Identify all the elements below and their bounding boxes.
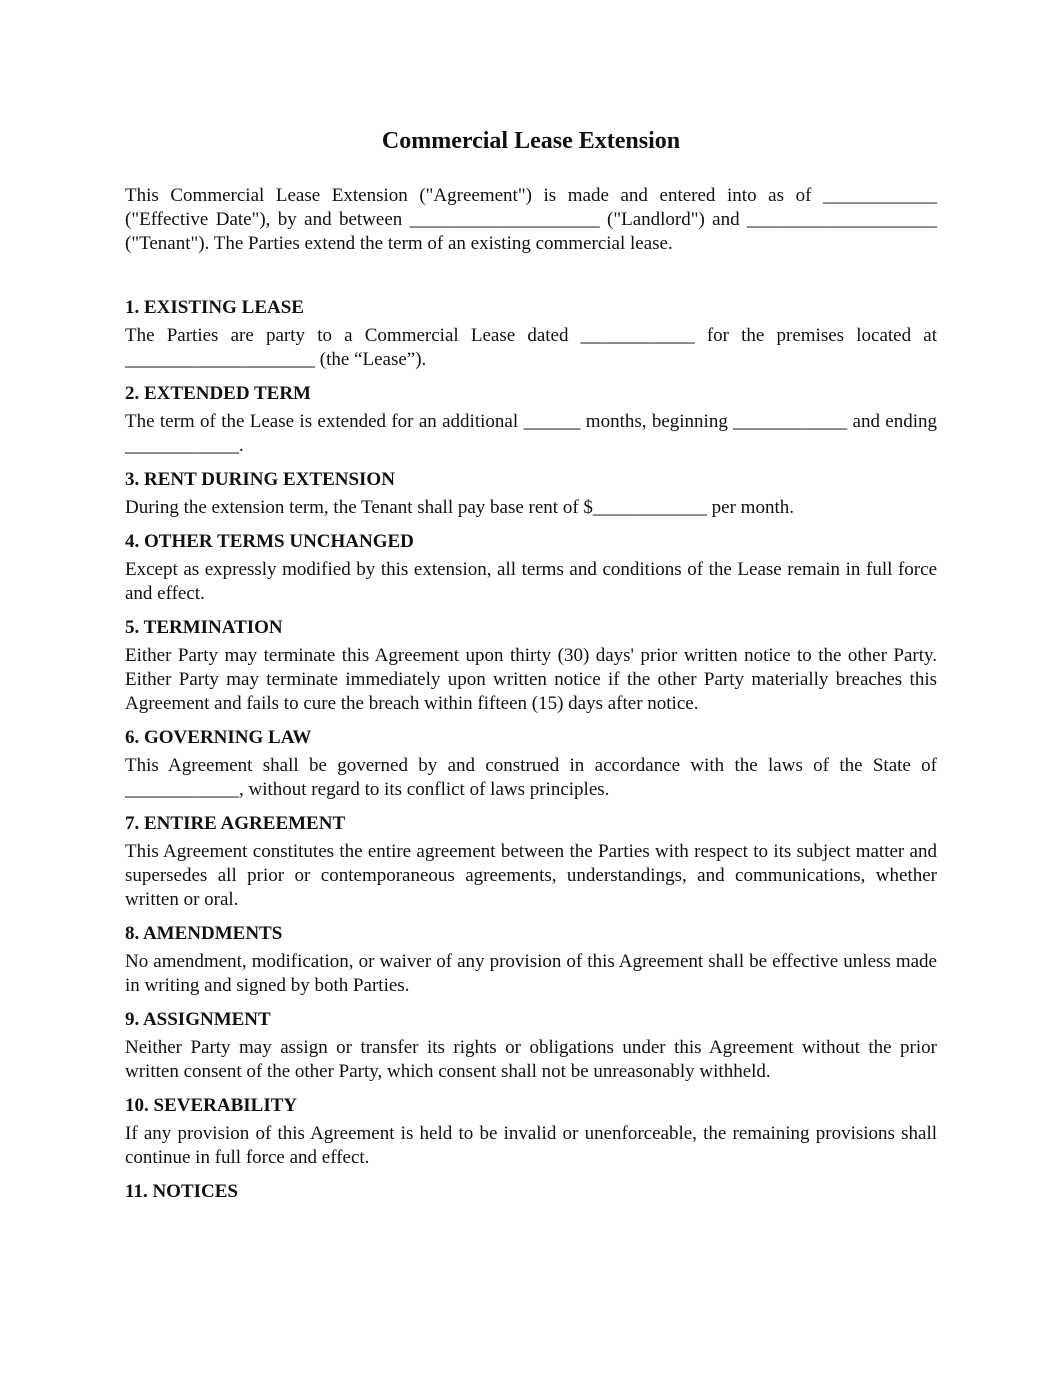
section-extended-term: [125, 382, 937, 458]
section-body: Except as expressly modified by this extension, all terms and conditions of the Lease remain in full force and effect.: [125, 559, 937, 604]
section-termination: [125, 616, 937, 716]
section-heading: 1. EXISTING LEASE: [125, 297, 304, 318]
section-body: Neither Party may assign or transfer its rights or obligations under this Agreement without the prior written consent of the other Party, which consent shall not be unreasonably withheld.: [125, 1037, 937, 1082]
section-heading: 9. ASSIGNMENT: [125, 1009, 271, 1030]
section-notices: [125, 1180, 937, 1204]
intro-paragraph: This Commercial Lease Extension ("Agreement") is made and entered into as of ____________ ("Effective Date"), by and between ____________________ ("Landlord") and ____________________ ("Tenant"). The Parties extend the term of an existing commercial lease.: [125, 185, 937, 254]
section-other-terms-unchanged: [125, 530, 937, 606]
section-heading: 8. AMENDMENTS: [125, 923, 283, 944]
section-heading: 5. TERMINATION: [125, 617, 283, 638]
section-heading: 2. EXTENDED TERM: [125, 383, 311, 404]
section-governing-law: [125, 726, 937, 802]
section-body: Either Party may terminate this Agreement upon thirty (30) days' prior written notice to the other Party. Either Party may terminate immediately upon written notice if the other Party materially breaches this Agreement and fails to cure the breach within fifteen (15) days after notice.: [125, 645, 937, 714]
section-severability: [125, 1094, 937, 1170]
section-heading: 11. NOTICES: [125, 1181, 238, 1202]
document-title: Commercial Lease Extension: [381, 128, 681, 154]
section-heading: 6. GOVERNING LAW: [125, 727, 312, 748]
section-amendments: [125, 922, 937, 998]
section-heading: 10. SEVERABILITY: [125, 1095, 298, 1116]
section-body: This Agreement constitutes the entire agreement between the Parties with respect to its subject matter and supersedes all prior or contemporaneous agreements, understandings, and communications, whether written or oral.: [125, 841, 937, 910]
section-body: The term of the Lease is extended for an additional ______ months, beginning ____________ and ending ____________.: [125, 411, 937, 456]
document-page: [125, 118, 937, 1214]
section-body: If any provision of this Agreement is held to be invalid or unenforceable, the remaining provisions shall continue in full force and effect.: [125, 1123, 937, 1168]
section-existing-lease: [125, 296, 937, 372]
section-rent-during-extension: [125, 468, 937, 520]
section-body: No amendment, modification, or waiver of any provision of this Agreement shall be effective unless made in writing and signed by both Parties.: [125, 951, 937, 996]
section-assignment: [125, 1008, 937, 1084]
section-entire-agreement: [125, 812, 937, 912]
section-heading: 4. OTHER TERMS UNCHANGED: [125, 531, 414, 552]
section-heading: 7. ENTIRE AGREEMENT: [125, 813, 346, 834]
section-body: This Agreement shall be governed by and construed in accordance with the laws of the State of ____________, without regard to its conflict of laws principles.: [125, 755, 937, 800]
section-body: During the extension term, the Tenant shall pay base rent of $____________ per month.: [125, 497, 794, 518]
section-heading: 3. RENT DURING EXTENSION: [125, 469, 395, 490]
section-body: The Parties are party to a Commercial Lease dated ____________ for the premises located at ____________________ (the “Lease”).: [125, 325, 937, 370]
